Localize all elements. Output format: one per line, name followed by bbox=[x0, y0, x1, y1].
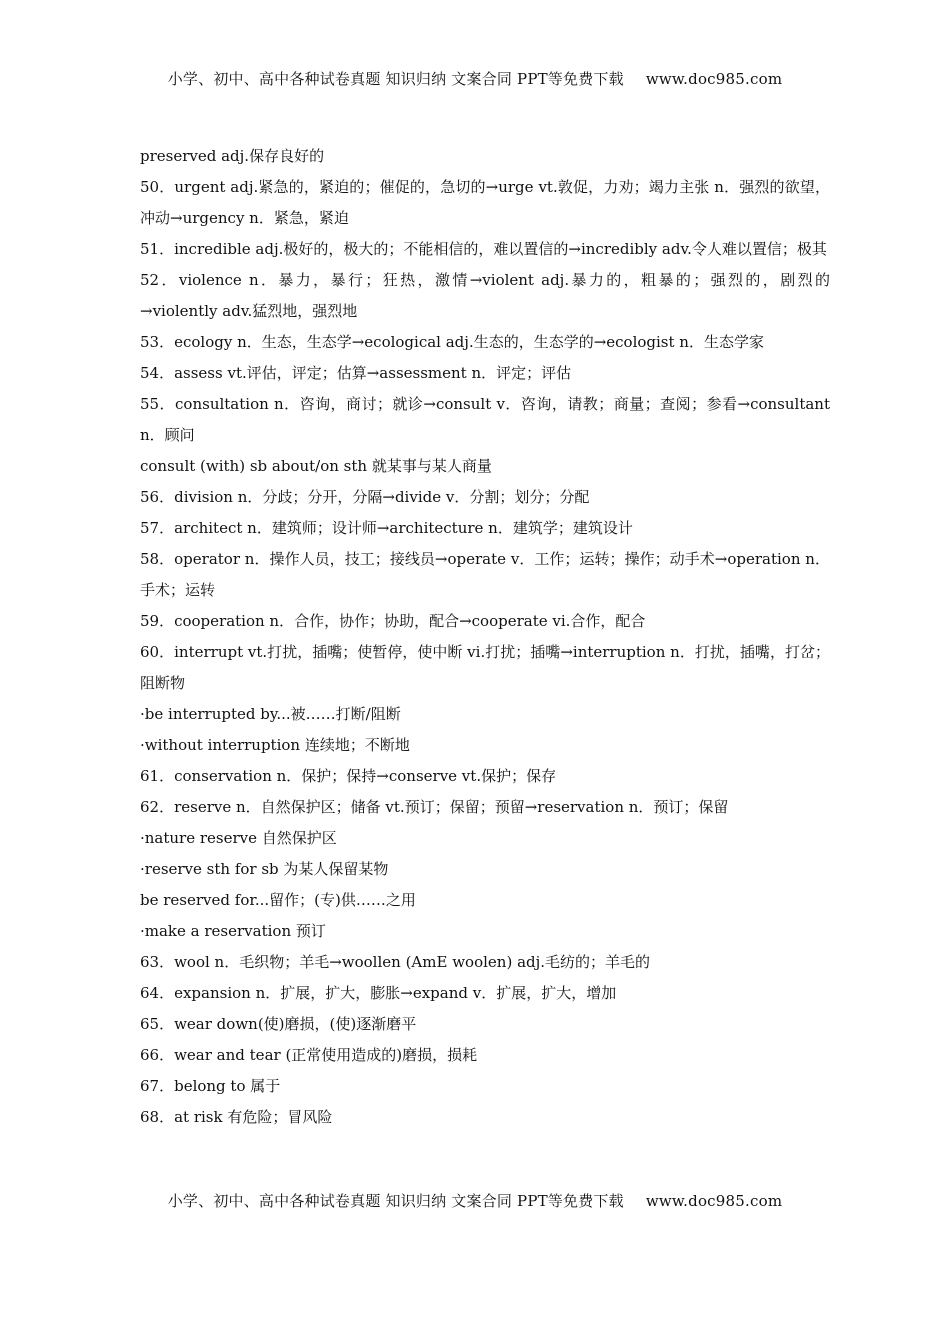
list-item: 66．wear and tear (正常使用造成的)磨损，损耗 bbox=[140, 1046, 478, 1064]
list-item: 68．at risk 有危险；冒风险 bbox=[140, 1108, 333, 1126]
list-item: 67．belong to 属于 bbox=[140, 1077, 281, 1095]
list-item: 59．cooperation n．合作，协作；协助，配合→cooperate vi.合作，配合 bbox=[140, 612, 646, 630]
header-text: 小学、初中、高中各种试卷真题 知识归纳 文案合同 PPT等免费下载 bbox=[167, 70, 624, 88]
list-item: preserved adj.保存良好的 bbox=[140, 147, 325, 165]
header-site: www.doc985.com bbox=[645, 70, 783, 88]
list-item: 62．reserve n．自然保护区；储备 vt.预订；保留；预留→reservation n．预订；保留 bbox=[140, 798, 729, 816]
list-item: 53．ecology n．生态，生态学→ecological adj.生态的，生态学的→ecologist n．生态学家 bbox=[140, 333, 764, 351]
vocabulary-list bbox=[140, 141, 830, 1133]
list-item: ·make a reservation 预订 bbox=[140, 922, 326, 940]
list-item: ·reserve sth for sb 为某人保留某物 bbox=[140, 860, 389, 878]
list-item: be reserved for...留作；(专)供……之用 bbox=[140, 891, 416, 909]
list-item: 61．conservation n．保护；保持→conserve vt.保护；保存 bbox=[140, 767, 557, 785]
list-item: ·be interrupted by...被……打断/阻断 bbox=[140, 705, 401, 723]
list-item: 51．incredible adj.极好的，极大的；不能相信的，难以置信的→incredibly adv.令人难以置信；极其 bbox=[140, 240, 827, 258]
footer-site: www.doc985.com bbox=[645, 1192, 783, 1210]
list-item: ·nature reserve 自然保护区 bbox=[140, 829, 337, 847]
list-item: ·without interruption 连续地；不断地 bbox=[140, 736, 410, 754]
list-item: 55．consultation n．咨询，商讨；就诊→consult v．咨询，请教；商量；查阅；参看→consultant n．顾问 bbox=[140, 395, 830, 444]
list-item: 64．expansion n．扩展，扩大，膨胀→expand v．扩展，扩大，增加 bbox=[140, 984, 617, 1002]
list-item: 52．violence n．暴力，暴行；狂热，激情→violent adj.暴力的，粗暴的；强烈的，剧烈的→violently adv.猛烈地，强烈地 bbox=[140, 271, 830, 320]
footer-text: 小学、初中、高中各种试卷真题 知识归纳 文案合同 PPT等免费下载 bbox=[167, 1192, 624, 1210]
list-item: 63．wool n．毛织物；羊毛→woollen (AmE woolen) adj.毛纺的；羊毛的 bbox=[140, 953, 651, 971]
list-item: 58．operator n．操作人员，技工；接线员→operate v．工作；运转；操作；动手术→operation n．手术；运转 bbox=[140, 550, 830, 599]
list-item: 60．interrupt vt.打扰，插嘴；使暂停，使中断 vi.打扰；插嘴→interruption n．打扰，插嘴，打岔；阻断物 bbox=[140, 643, 830, 692]
list-item: 57．architect n．建筑师；设计师→architecture n．建筑学；建筑设计 bbox=[140, 519, 633, 537]
page-footer bbox=[0, 1190, 950, 1211]
list-item: 56．division n．分歧；分开，分隔→divide v．分割；划分；分配 bbox=[140, 488, 590, 506]
list-item: 54．assess vt.评估，评定；估算→assessment n．评定；评估 bbox=[140, 364, 572, 382]
list-item: consult (with) sb about/on sth 就某事与某人商量 bbox=[140, 457, 492, 475]
list-item: 50．urgent adj.紧急的，紧迫的；催促的，急切的→urge vt.敦促，力劝；竭力主张 n．强烈的欲望，冲动→urgency n．紧急，紧迫 bbox=[140, 178, 830, 227]
list-item: 65．wear down(使)磨损，(使)逐渐磨平 bbox=[140, 1015, 417, 1033]
page-header bbox=[0, 68, 950, 89]
